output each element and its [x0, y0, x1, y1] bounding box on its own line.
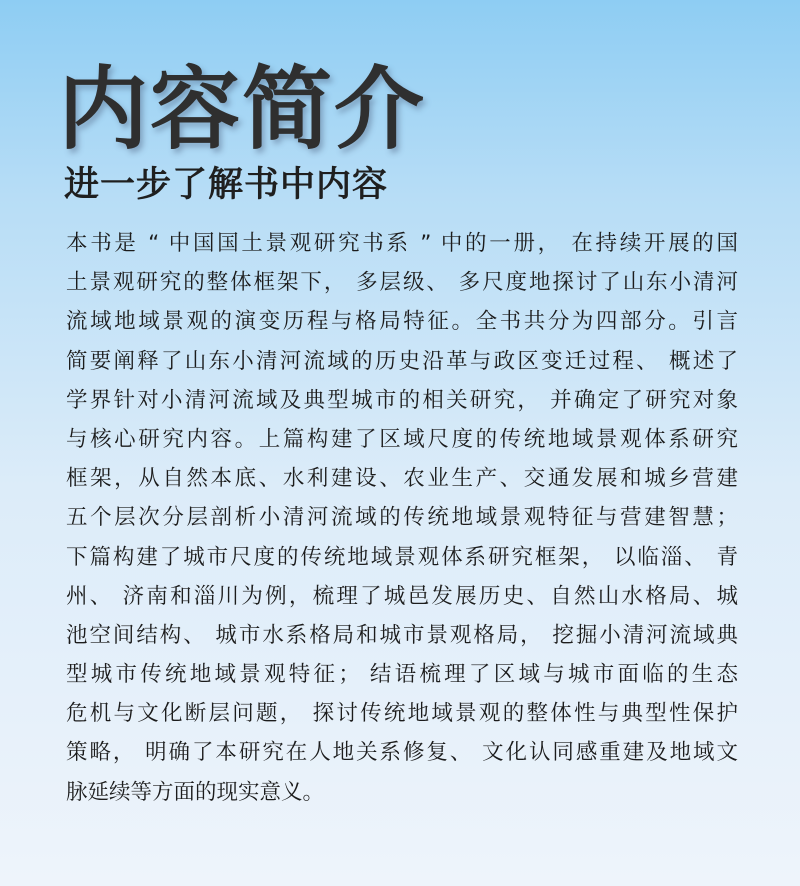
text-line: 型城市传统地域景观特征； 结语梳理了区域与城市面临的生态	[66, 662, 738, 688]
page-title: 内容简介	[58, 57, 426, 162]
intro-paragraph	[66, 224, 738, 812]
page-subtitle: 进一步了解书中内容	[64, 165, 389, 205]
text-line: 州、 济南和淄川为例，梳理了城邑发展历史、自然山水格局、城	[66, 583, 738, 609]
text-line: 脉延续等方面的现实意义。	[66, 779, 325, 805]
text-line: 学界针对小清河流域及典型城市的相关研究， 并确定了研究对象	[66, 387, 738, 413]
text-line: 策略， 明确了本研究在人地关系修复、 文化认同感重建及地域文	[66, 740, 738, 766]
text-line: 危机与文化断层问题， 探讨传统地域景观的整体性与典型性保护	[66, 701, 738, 727]
text-line: 池空间结构、 城市水系格局和城市景观格局， 挖掘小清河流域典	[66, 622, 738, 648]
text-line: 本书是 “ 中国国土景观研究书系 ” 中的一册， 在持续开展的国	[66, 231, 738, 256]
text-line: 框架，从自然本底、水利建设、农业生产、交通发展和城乡营建	[66, 466, 738, 492]
text-line: 简要阐释了山东小清河流域的历史沿革与政区变迁过程、 概述了	[66, 348, 738, 374]
text-line: 五个层次分层剖析小清河流域的传统地域景观特征与营建智慧；	[66, 505, 738, 531]
text-line: 下篇构建了城市尺度的传统地域景观体系研究框架， 以临淄、 青	[66, 544, 738, 570]
text-line: 土景观研究的整体框架下， 多层级、 多尺度地探讨了山东小清河	[66, 270, 738, 296]
text-line: 流域地域景观的演变历程与格局特征。全书共分为四部分。引言	[66, 309, 738, 335]
text-line: 与核心研究内容。上篇构建了区域尺度的传统地域景观体系研究	[66, 426, 738, 452]
